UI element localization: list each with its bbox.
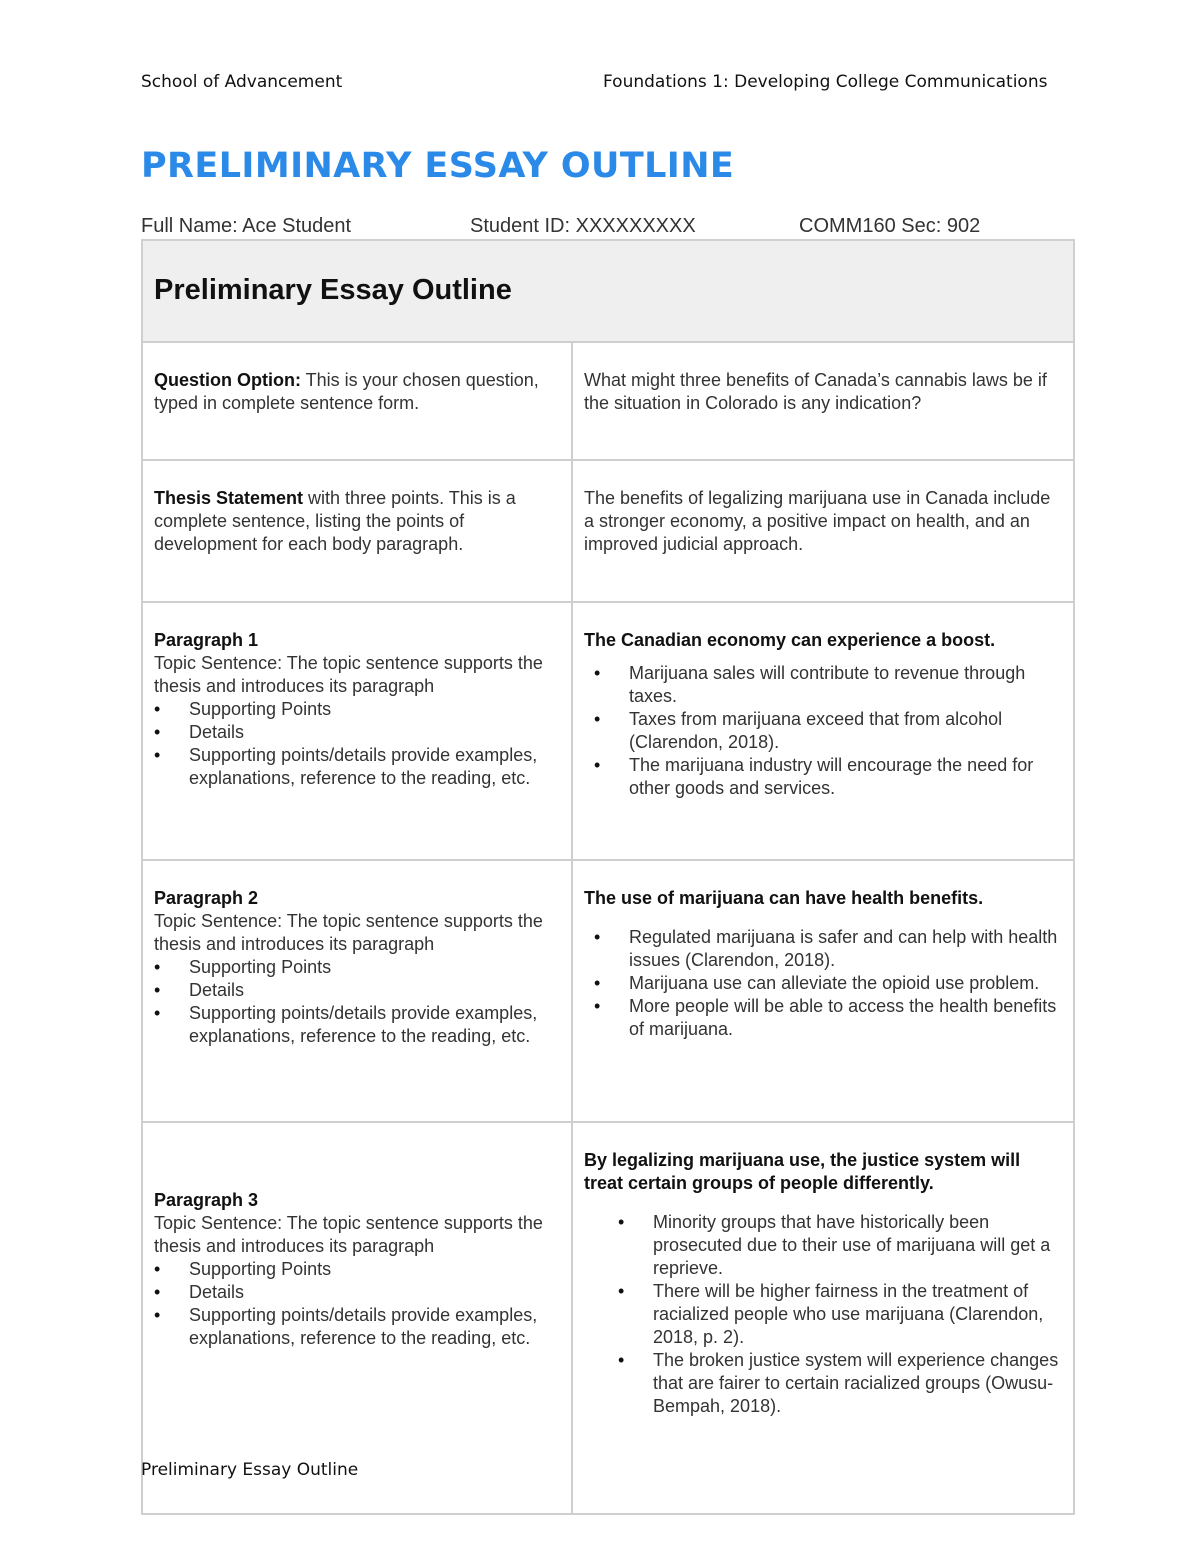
list-item: • Supporting Points [154,956,561,979]
paragraph-3-label: Paragraph 3 [154,1190,259,1210]
student-id-field: Student ID: XXXXXXXXX [470,215,696,237]
paragraph-3-guide-cell [142,1122,572,1514]
paragraph-3-topic-sentence: By legalizing marijuana use, the justice system will treat certain groups of people differently. [584,1150,1021,1193]
question-answer-cell: What might three benefits of Canada’s cannabis laws be if the situation in Colorado is any indication? [572,342,1074,460]
list-item: • Supporting points/details provide examples, explanations, reference to the reading, etc. [154,1304,561,1350]
table-caption: Preliminary Essay Outline [142,240,1074,342]
list-item: • Marijuana use can alleviate the opioid use problem. [584,972,1063,995]
thesis-guide-cell [142,460,572,602]
paragraph-2-guide-cell [142,860,572,1122]
topic-sentence-guide: Topic Sentence: The topic sentence supports the thesis and introduces its paragraph [154,653,543,696]
thesis-statement-label: Thesis Statement [154,488,304,508]
thesis-statement-desc: with three points. This is a complete sentence, listing the points of development for each body paragraph. [154,488,516,554]
topic-sentence-guide: Topic Sentence: The topic sentence supports the thesis and introduces its paragraph [154,911,543,954]
question-option-desc: This is your chosen question, typed in complete sentence form. [154,370,539,413]
list-item: • Supporting points/details provide examples, explanations, reference to the reading, etc. [154,1002,561,1048]
list-item: • Details [154,1281,561,1304]
list-item: • Supporting Points [154,1258,561,1281]
list-item: • There will be higher fairness in the treatment of racialized people who use marijuana (Clarendon, 2018, p. 2). [584,1280,1063,1349]
paragraph-2-points [584,926,1063,1041]
paragraph-3-row [142,1122,1074,1514]
paragraph-1-row [142,602,1074,860]
header-course: Foundations 1: Developing College Communications [603,72,1048,92]
thesis-row [142,460,1074,602]
list-item: • Details [154,979,561,1002]
list-item: • The marijuana industry will encourage the need for other goods and services. [584,754,1063,800]
list-item: • Supporting points/details provide examples, explanations, reference to the reading, etc. [154,744,561,790]
paragraph-2-topic-sentence: The use of marijuana can have health benefits. [584,888,984,908]
full-name-field: Full Name: Ace Student [141,215,352,237]
paragraph-2-answer-cell [572,860,1074,1122]
list-item: • More people will be able to access the health benefits of marijuana. [584,995,1063,1041]
paragraph-2-label: Paragraph 2 [154,888,259,908]
outline-table [141,239,1075,1515]
paragraph-1-points [584,662,1063,800]
list-item: • Minority groups that have historically been prosecuted due to their use of marijuana will get a reprieve. [584,1211,1063,1280]
paragraph-2-row [142,860,1074,1122]
paragraph-1-topic-sentence: The Canadian economy can experience a boost. [584,630,996,650]
list-item: • Regulated marijuana is safer and can help with health issues (Clarendon, 2018). [584,926,1063,972]
guide-bullet-list [154,698,561,790]
list-item: • The broken justice system will experience changes that are fairer to certain racialized groups (Owusu-Bempah, 2018). [584,1349,1063,1418]
paragraph-3-points [584,1211,1063,1418]
question-option-label: Question Option: [154,370,301,390]
header-school: School of Advancement [141,72,343,92]
caption-row [142,240,1074,342]
question-guide-cell [142,342,572,460]
paragraph-3-answer-cell [572,1122,1074,1514]
list-item: • Supporting Points [154,698,561,721]
document-title: PRELIMINARY ESSAY OUTLINE [141,146,735,186]
paragraph-1-label: Paragraph 1 [154,630,259,650]
question-row [142,342,1074,460]
list-item: • Details [154,721,561,744]
paragraph-1-guide-cell [142,602,572,860]
course-section-field: COMM160 Sec: 902 [799,215,981,237]
list-item: • Marijuana sales will contribute to revenue through taxes. [584,662,1063,708]
list-item: • Taxes from marijuana exceed that from alcohol (Clarendon, 2018). [584,708,1063,754]
topic-sentence-guide: Topic Sentence: The topic sentence supports the thesis and introduces its paragraph [154,1213,543,1256]
paragraph-1-answer-cell [572,602,1074,860]
thesis-answer-cell: The benefits of legalizing marijuana use in Canada include a stronger economy, a positive impact on health, and an improved judicial approach. [572,460,1074,602]
guide-bullet-list [154,956,561,1048]
footer-title: Preliminary Essay Outline [141,1460,359,1480]
guide-bullet-list [154,1258,561,1350]
